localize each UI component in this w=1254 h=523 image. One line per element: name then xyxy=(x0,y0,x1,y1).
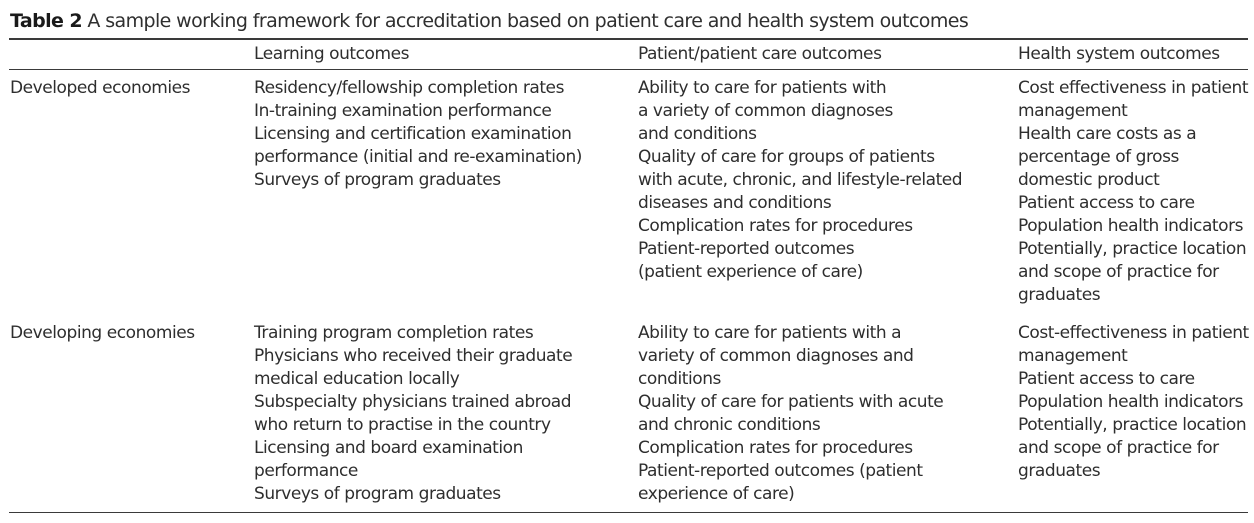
cell-line: performance xyxy=(254,461,358,481)
cell-line: Health care costs as a xyxy=(1018,124,1197,144)
cell-developed-patient-care-outcomes xyxy=(638,77,962,284)
cell-line: Surveys of program graduates xyxy=(254,170,501,190)
row-label-developing-economies: Developing economies xyxy=(10,323,195,343)
cell-line: Subspecialty physicians trained abroad xyxy=(254,392,572,412)
header-cell-patient-care-outcomes: Patient/patient care outcomes xyxy=(638,44,882,64)
cell-developed-learning-outcomes xyxy=(254,77,582,192)
cell-line: Complication rates for procedures xyxy=(638,216,913,236)
cell-line: and scope of practice for xyxy=(1018,438,1219,458)
cell-line: Surveys of program graduates xyxy=(254,484,501,504)
table-bottom-rule xyxy=(9,512,1248,513)
cell-line: Potentially, practice location xyxy=(1018,239,1247,259)
cell-line: Patient access to care xyxy=(1018,193,1195,213)
cell-line: experience of care) xyxy=(638,484,795,504)
cell-line: Ability to care for patients with a xyxy=(638,323,902,343)
cell-line: Complication rates for procedures xyxy=(638,438,913,458)
cell-line: Residency/fellowship completion rates xyxy=(254,78,564,98)
cell-line: and scope of practice for xyxy=(1018,262,1219,282)
cell-line: conditions xyxy=(638,369,721,389)
cell-line: Training program completion rates xyxy=(254,323,534,343)
cell-line: Quality of care for groups of patients xyxy=(638,147,935,167)
cell-line: with acute, chronic, and lifestyle-related xyxy=(638,170,963,190)
cell-developing-patient-care-outcomes xyxy=(638,322,943,506)
cell-developing-health-system-outcomes xyxy=(1018,322,1249,483)
cell-line: management xyxy=(1018,346,1128,366)
table-caption-text: A sample working framework for accreditation based on patient care and health system outcomes xyxy=(81,10,969,32)
cell-line: who return to practise in the country xyxy=(254,415,551,435)
cell-line: Patient-reported outcomes (patient xyxy=(638,461,923,481)
cell-line: Licensing and certification examination xyxy=(254,124,572,144)
table-caption-label: Table 2 xyxy=(10,10,82,32)
cell-line: Ability to care for patients with xyxy=(638,78,887,98)
cell-line: Population health indicators xyxy=(1018,392,1244,412)
header-cell-health-system-outcomes: Health system outcomes xyxy=(1018,44,1220,64)
row-label-developed-economies: Developed economies xyxy=(10,78,191,98)
cell-line: Physicians who received their graduate xyxy=(254,346,573,366)
cell-line: variety of common diagnoses and xyxy=(638,346,914,366)
table-header-rule xyxy=(9,69,1248,70)
cell-line: domestic product xyxy=(1018,170,1160,190)
cell-line: Population health indicators xyxy=(1018,216,1244,236)
cell-line: Quality of care for patients with acute xyxy=(638,392,944,412)
cell-line: Cost effectiveness in patient xyxy=(1018,78,1249,98)
cell-line: graduates xyxy=(1018,461,1101,481)
cell-line: performance (initial and re-examination) xyxy=(254,147,582,167)
cell-line: Licensing and board examination xyxy=(254,438,523,458)
header-cell-learning-outcomes: Learning outcomes xyxy=(254,44,410,64)
cell-line: Cost-effectiveness in patient xyxy=(1018,323,1249,343)
table-caption xyxy=(10,8,968,34)
cell-line: a variety of common diagnoses xyxy=(638,101,893,121)
cell-developing-learning-outcomes xyxy=(254,322,572,506)
cell-line: (patient experience of care) xyxy=(638,262,863,282)
cell-line: Patient access to care xyxy=(1018,369,1195,389)
cell-line: Patient-reported outcomes xyxy=(638,239,855,259)
cell-line: In-training examination performance xyxy=(254,101,552,121)
cell-line: and chronic conditions xyxy=(638,415,821,435)
cell-line: percentage of gross xyxy=(1018,147,1179,167)
table-top-rule xyxy=(9,38,1248,40)
cell-line: graduates xyxy=(1018,285,1101,305)
cell-line: and conditions xyxy=(638,124,757,144)
cell-line: diseases and conditions xyxy=(638,193,832,213)
cell-line: medical education locally xyxy=(254,369,460,389)
cell-line: Potentially, practice location xyxy=(1018,415,1247,435)
cell-developed-health-system-outcomes xyxy=(1018,77,1248,307)
cell-line: management xyxy=(1018,101,1128,121)
